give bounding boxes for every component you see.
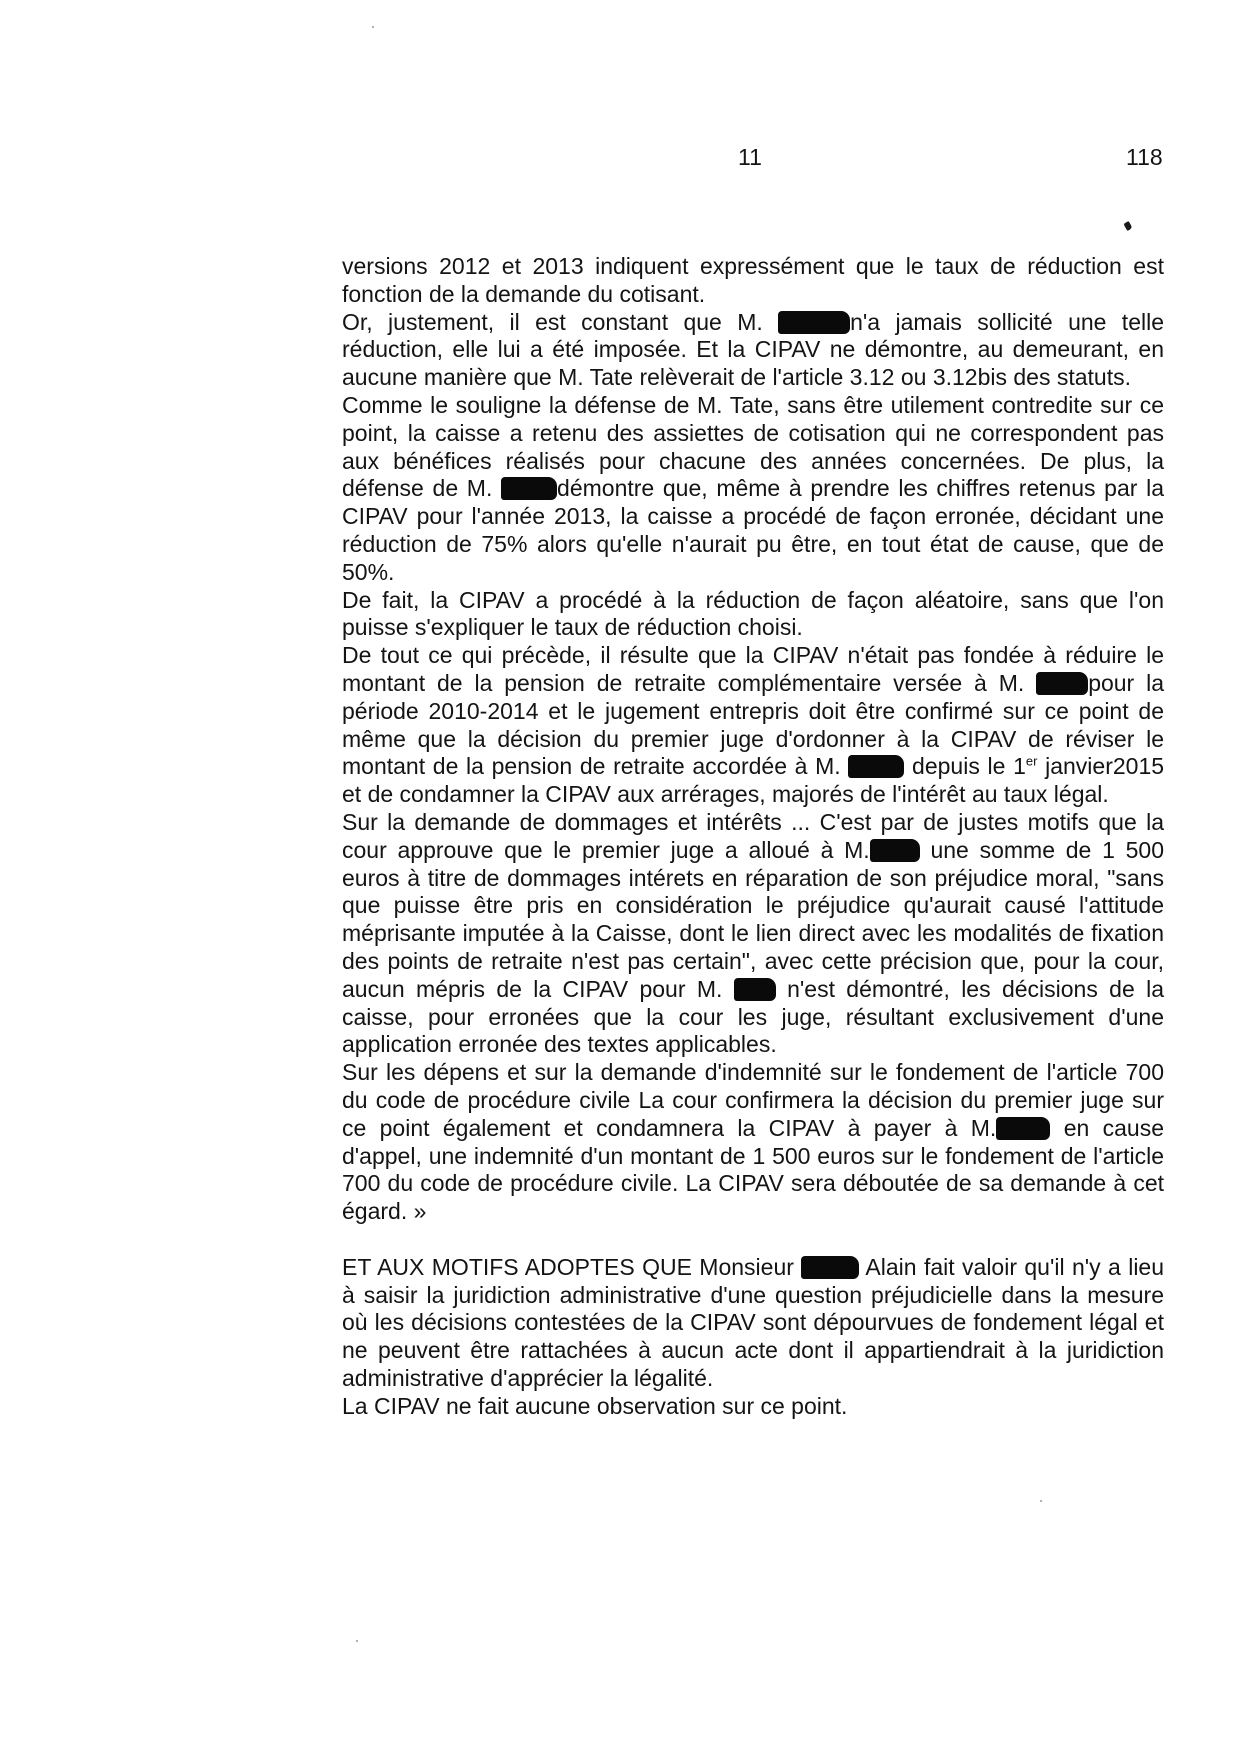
paragraph-text: La CIPAV ne fait aucune observation sur ce point. bbox=[342, 1392, 848, 1419]
scan-dot bbox=[1040, 1500, 1042, 1502]
paragraph-text: Sur la demande de dommages et intérêts ... C'est par de justes motifs que la cour approuve que le premier juge a alloué à M. bbox=[342, 808, 1164, 863]
paragraph-text: n'est démontré, les décisions de la caisse, pour erronées que la cour les juge, résultant exclusivement d'une application erronée des textes applicables. bbox=[342, 975, 1164, 1058]
page-number-left: 11 bbox=[738, 144, 762, 170]
paragraph bbox=[342, 1059, 1164, 1226]
paragraph-gap bbox=[342, 1226, 1164, 1254]
paragraph bbox=[342, 587, 1164, 643]
paragraph-text: Or, justement, il est constant que M. bbox=[342, 308, 763, 335]
paragraph-text: versions 2012 et 2013 indiquent expressément que le taux de réduction est fonction de la demande du cotisant. bbox=[342, 253, 1164, 307]
redaction-mark bbox=[734, 978, 776, 1001]
paragraph-text: pour la période 2010-2014 et le jugement entrepris doit être confirmé sur ce point de même que la décision du premier juge d'ordonner à la CIPAV de réviser le montant de la pension de retraite accordée à M. bbox=[342, 669, 1165, 780]
paragraph bbox=[342, 253, 1164, 309]
paragraph bbox=[342, 392, 1164, 587]
paragraph-text: ET AUX MOTIFS ADOPTES QUE Monsieur bbox=[342, 1253, 794, 1280]
redaction-mark bbox=[801, 1256, 859, 1279]
paragraph bbox=[342, 309, 1164, 392]
superscript: er bbox=[1025, 753, 1038, 769]
scan-dot bbox=[372, 26, 374, 28]
paragraph-text: une somme de 1 500 euros à titre de dommages intérets en réparation de son préjudice moral, "sans que puisse être pris en considération le préjudice qu'aurait causé l'attitude méprisante imputée à la Caisse, dont le lien direct avec les modalités de fixation des points de retraite n'est pas certain", avec cette précision que, pour la cour, aucun mépris de la CIPAV pour M. bbox=[342, 836, 1164, 1002]
scan-speck bbox=[1123, 221, 1132, 231]
paragraph bbox=[342, 809, 1164, 1059]
paragraph-text: De tout ce qui précède, il résulte que la CIPAV n'était pas fondée à réduire le montant de la pension de retraite complémentaire versée à M. bbox=[342, 642, 1164, 696]
page-number-right: 118 bbox=[1126, 144, 1163, 170]
paragraph-text: n'a jamais sollicité une telle réduction, elle lui a été imposée. Et la CIPAV ne démontre, au demeurant, en aucune manière que M. Tate relèverait de l'article 3.12 ou 3.12bis des statuts. bbox=[342, 308, 1165, 391]
paragraph-text: en cause d'appel, une indemnité d'un montant de 1 500 euros sur le fondement de l'article 700 du code de procédure civile. La CIPAV sera déboutée de sa demande à cet égard. » bbox=[342, 1114, 1164, 1225]
paragraph-text: démontre que, même à prendre les chiffres retenus par la CIPAV pour l'année 2013, la caisse a procédé de façon erronée, décidant une réduction de 75% alors qu'elle n'aurait pu être, en tout état de cause, que de 50%. bbox=[342, 475, 1165, 585]
scan-dot bbox=[356, 1640, 358, 1642]
document-body bbox=[342, 253, 1164, 1421]
redaction-mark bbox=[870, 839, 920, 862]
paragraph bbox=[342, 642, 1164, 809]
redaction-mark bbox=[1036, 672, 1088, 695]
paragraph-text: Sur les dépens et sur la demande d'indemnité sur le fondement de l'article 700 du code de procédure civile La cour confirmera la décision du premier juge sur ce point également et condamnera la CIPAV à payer à M. bbox=[342, 1059, 1164, 1141]
redaction-mark bbox=[996, 1117, 1050, 1140]
paragraph-text: Alain fait valoir qu'il n'y a lieu à saisir la juridiction administrative d'une question préjudicielle dans la mesure où les décisions contestées de la CIPAV sont dépourvues de fondement légal et ne peuvent être rattachées à aucun acte dont il appartiendrait à la juridiction administrative d'apprécier la légalité. bbox=[342, 1253, 1165, 1392]
redaction-mark bbox=[501, 477, 557, 500]
paragraph bbox=[342, 1254, 1164, 1393]
paragraph-text: janvier2015 et de condamner la CIPAV aux arrérages, majorés de l'intérêt au taux légal. bbox=[342, 753, 1165, 808]
paragraph-text: depuis le 1 bbox=[912, 753, 1026, 780]
paragraph-text: Comme le souligne la défense de M. Tate, sans être utilement contredite sur ce point, la caisse a retenu des assiettes de cotisation qui ne correspondent pas aux bénéfices réalisés pour chacune des années concernées. De plus, la défense de M. bbox=[342, 391, 1164, 502]
redaction-mark bbox=[778, 311, 850, 334]
redaction-mark bbox=[848, 755, 904, 778]
paragraph bbox=[342, 1393, 1164, 1421]
paragraph-text: De fait, la CIPAV a procédé à la réduction de façon aléatoire, sans que l'on puisse s'expliquer le taux de réduction choisi. bbox=[342, 586, 1164, 641]
